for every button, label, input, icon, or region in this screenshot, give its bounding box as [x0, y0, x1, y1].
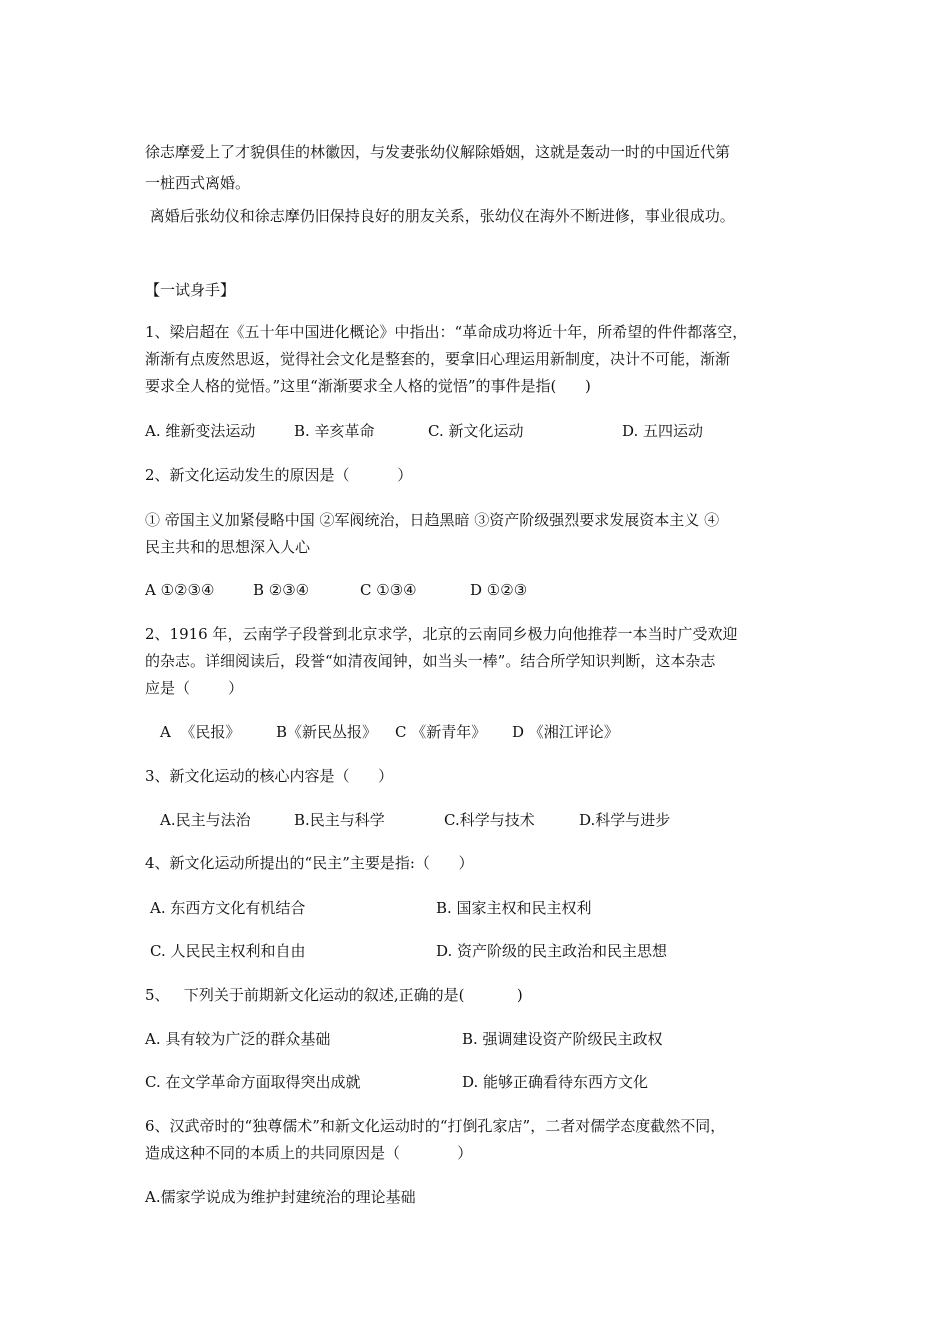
- question-5-option-a: A. 东西方文化有机结合: [150, 899, 306, 917]
- question-1-option-d: D. 五四运动: [622, 422, 704, 440]
- question-3-line-2: 的杂志。详细阅读后，段誉“如清夜闻钟，如当头一棒”。结合所学知识判断，这本杂志: [145, 652, 716, 670]
- question-4-line-1: 3、新文化运动的核心内容是（ ）: [145, 767, 394, 785]
- question-5-option-b: B. 国家主权和民主权利: [436, 899, 592, 917]
- question-5-option-d: D. 资产阶级的民主政治和民主思想: [436, 942, 668, 960]
- question-6-option-b: B. 强调建设资产阶级民主政权: [462, 1030, 663, 1048]
- question-6-option-c: C. 在文学革命方面取得突出成就: [145, 1073, 361, 1091]
- question-6-option-d: D. 能够正确看待东西方文化: [462, 1073, 649, 1091]
- question-3-line-1: 2、1916 年，云南学子段誉到北京求学，北京的云南同乡极力向他推荐一本当时广受欢迎: [145, 625, 738, 643]
- question-1-line-3: 要求全人格的觉悟。”这里“渐渐要求全人格的觉悟”的事件是指( ): [145, 377, 591, 395]
- question-6-line-1: 5、 下列关于前期新文化运动的叙述,正确的是( ): [145, 986, 523, 1004]
- question-3-option-c: C 《新青年》: [395, 723, 487, 741]
- question-6-option-a: A. 具有较为广泛的群众基础: [145, 1030, 331, 1048]
- question-4-option-b: B.民主与科学: [294, 811, 385, 829]
- question-2-line-1: 2、新文化运动发生的原因是（ ）: [145, 466, 413, 484]
- intro-line-2: 一桩西式离婚。: [145, 174, 251, 192]
- question-3-option-d: D 《湘江评论》: [512, 723, 619, 741]
- question-2-option-b: B ②③④: [253, 581, 310, 599]
- question-7-line-1: 6、汉武帝时的“独尊儒术”和新文化运动时的“打倒孔家店”，二者对儒学态度截然不同，: [145, 1117, 726, 1135]
- question-2-line-2: ① 帝国主义加紧侵略中国 ②军阀统治，日趋黑暗 ③资产阶级强烈要求发展资本主义 ④: [145, 511, 720, 529]
- question-7-option-a: A.儒家学说成为维护封建统治的理论基础: [145, 1188, 416, 1206]
- question-5-option-c: C. 人民民主权利和自由: [150, 942, 306, 960]
- question-1-option-b: B. 辛亥革命: [294, 422, 375, 440]
- intro-line-3: 离婚后张幼仪和徐志摩仍旧保持良好的朋友关系，张幼仪在海外不断进修，事业很成功。: [145, 207, 735, 225]
- question-2-option-c: C ①③④: [360, 581, 417, 599]
- question-4-option-a: A.民主与法治: [160, 811, 251, 829]
- question-1-line-1: 1、梁启超在《五十年中国进化概论》中指出：“革命成功将近十年，所希望的件件都落空，: [145, 323, 748, 341]
- question-4-option-d: D.科学与进步: [579, 811, 671, 829]
- question-1-option-a: A. 维新变法运动: [145, 422, 256, 440]
- section-title: 【一试身手】: [145, 281, 236, 299]
- question-2-line-3: 民主共和的思想深入人心: [145, 538, 311, 556]
- question-1-option-c: C. 新文化运动: [428, 422, 524, 440]
- question-1-line-2: 渐渐有点废然思返，觉得社会文化是整套的，要拿旧心理运用新制度，决计不可能，渐渐: [145, 350, 731, 368]
- question-5-line-1: 4、新文化运动所提出的“民主”主要是指:（ ）: [145, 854, 474, 872]
- question-3-line-3: 应是（ ）: [145, 679, 244, 697]
- question-2-option-d: D ①②③: [470, 581, 528, 599]
- question-3-option-a: A 《民报》: [160, 723, 241, 741]
- intro-line-1: 徐志摩爱上了才貌俱佳的林徽因，与发妻张幼仪解除婚姻，这就是轰动一时的中国近代第: [145, 143, 731, 161]
- question-4-option-c: C.科学与技术: [444, 811, 535, 829]
- question-3-option-b: B《新民丛报》: [276, 723, 378, 741]
- question-7-line-2: 造成这种不同的本质上的共同原因是（ ）: [145, 1144, 473, 1162]
- question-2-option-a: A ①②③④: [145, 581, 215, 599]
